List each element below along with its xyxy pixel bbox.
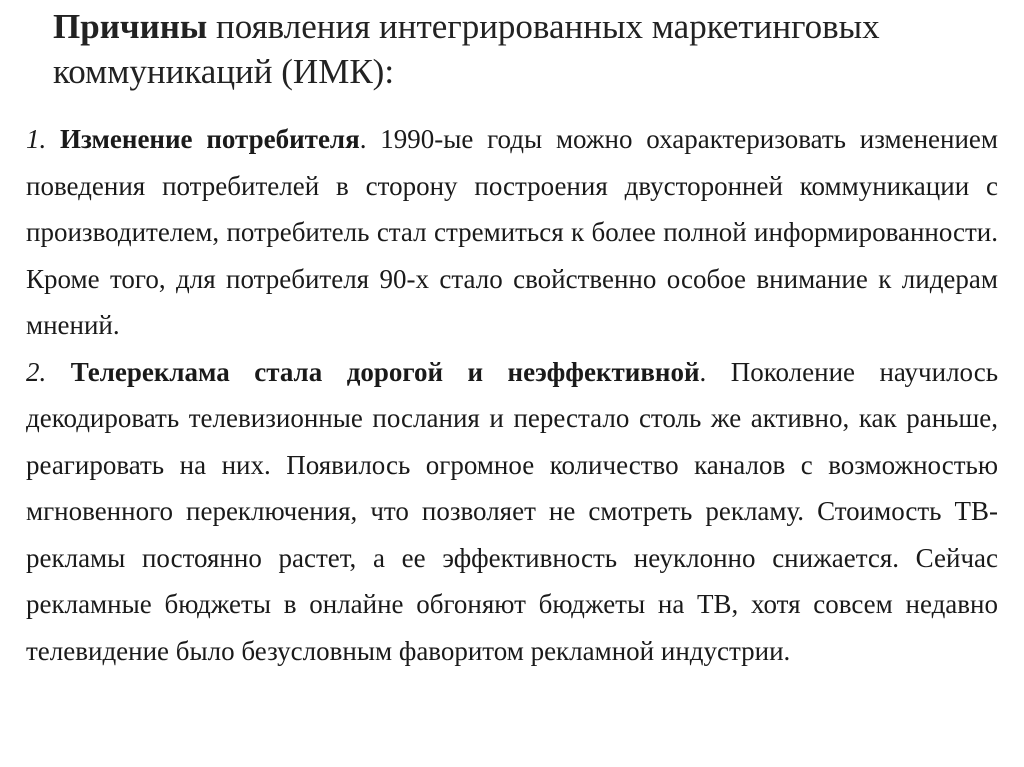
item-text: . 1990-ые годы можно охарактеризовать изменением поведения потребителей в сторону построения двусторонней коммуникации с производителем, потребитель стал стремиться к более полной информированности. Кроме того, для потребителя 90-х стало свойственно особое внимание к лидерам мнений. (26, 124, 998, 340)
slide-body (26, 116, 998, 674)
slide-title-rest: появления интегрированных маркетинговых коммуникаций (ИМК): (53, 7, 880, 91)
item-text: . Поколение научилось декодировать телевизионные послания и перестало столь же активно, как раньше, реагировать на них. Появилось огромное количество каналов с возможностью мгновенного переключения, что позволяет не смотреть рекламу. Стоимость ТВ-рекламы постоянно растет, а ее эффективность неуклонно снижается. Сейчас рекламные бюджеты в онлайне обгоняют бюджеты на ТВ, хотя совсем недавно телевидение было безусловным фаворитом рекламной индустрии. (26, 356, 999, 666)
list-item (26, 349, 998, 675)
item-number: 1. (26, 124, 47, 154)
slide-title (53, 4, 953, 94)
item-heading: Изменение потребителя (60, 124, 360, 154)
list-item (26, 116, 998, 349)
slide-title-bold: Причины (53, 7, 208, 46)
item-heading: Телереклама стала дорогой и неэффективной (70, 356, 700, 387)
item-number: 2. (26, 356, 47, 387)
